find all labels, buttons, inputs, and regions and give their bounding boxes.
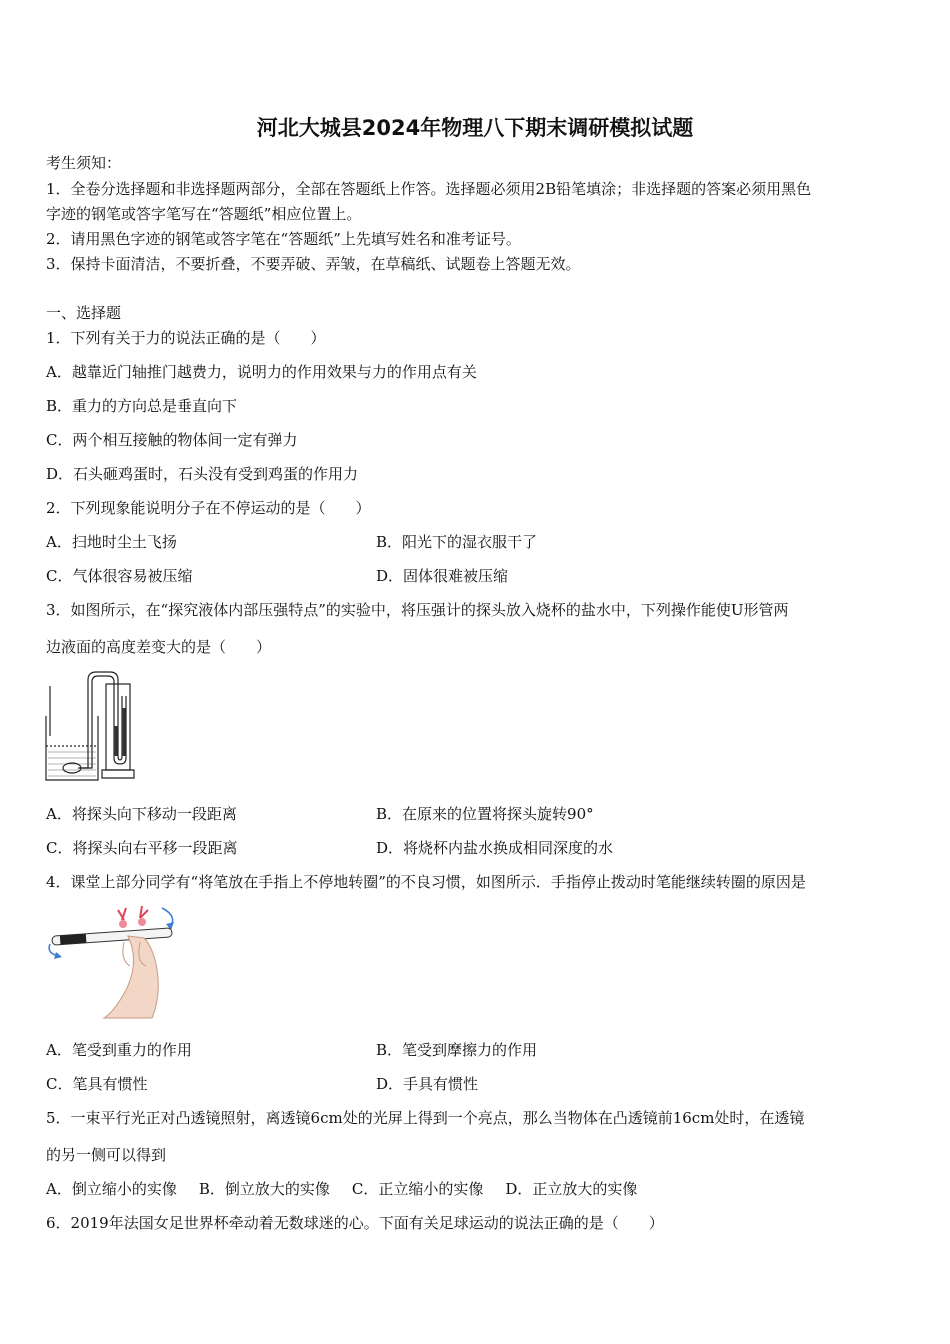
notice-item: 字迹的钢笔或答字笔写在“答题纸”相应位置上。 xyxy=(46,205,362,223)
notice-item: 2．请用黑色字迹的钢笔或答字笔在“答题纸”上先填写姓名和准考证号。 xyxy=(46,230,521,248)
notice-heading: 考生须知： xyxy=(46,154,122,172)
q1-option-d: D．石头砸鸡蛋时，石头没有受到鸡蛋的作用力 xyxy=(46,465,359,483)
q5-option-b: B．倒立放大的实像 xyxy=(198,1180,330,1198)
section-heading: 一、选择题 xyxy=(46,304,122,322)
q1-stem: 1．下列有关于力的说法正确的是（ ） xyxy=(46,329,326,347)
q5-options xyxy=(46,1178,659,1199)
q2-option-d: D．固体很难被压缩 xyxy=(376,567,509,585)
q1-option-a: A．越靠近门轴推门越费力，说明力的作用效果与力的作用点有关 xyxy=(46,363,477,381)
q5-option-a: A．倒立缩小的实像 xyxy=(46,1180,177,1198)
q6-stem: 6．2019年法国女足世界杯牵动着无数球迷的心。下面有关足球运动的说法正确的是（ ） xyxy=(46,1214,664,1232)
page-title: 河北大城县2024年物理八下期末调研模拟试题 xyxy=(256,116,694,140)
q5-stem-line2: 的另一侧可以得到 xyxy=(46,1146,167,1164)
pressure-gauge-figure xyxy=(42,666,138,786)
q2-stem: 2．下列现象能说明分子在不停运动的是（ ） xyxy=(46,499,371,517)
notice-item: 1．全卷分选择题和非选择题两部分，全部在答题纸上作答。选择题必须用2B铅笔填涂；非选择题的答案必须用黑色 xyxy=(46,180,812,198)
q5-stem-line1: 5．一束平行光正对凸透镜照射，离透镜6cm处的光屏上得到一个亮点，那么当物体在凸透镜前16cm处时，在透镜 xyxy=(46,1109,805,1127)
q1-option-c: C．两个相互接触的物体间一定有弹力 xyxy=(46,431,298,449)
q2-option-c: C．气体很容易被压缩 xyxy=(46,567,193,585)
q4-option-a: A．笔受到重力的作用 xyxy=(46,1041,192,1059)
q4-option-c: C．笔具有惯性 xyxy=(46,1075,148,1093)
q2-option-b: B．阳光下的湿衣服干了 xyxy=(376,533,538,551)
q3-stem-line2: 边液面的高度差变大的是（ ） xyxy=(46,638,272,656)
q3-option-c: C．将探头向右平移一段距离 xyxy=(46,839,238,857)
q4-option-b: B．笔受到摩擦力的作用 xyxy=(376,1041,538,1059)
q1-option-b: B．重力的方向总是垂直向下 xyxy=(46,397,238,415)
q3-option-d: D．将烧杯内盐水换成相同深度的水 xyxy=(376,839,614,857)
q3-stem-line1: 3．如图所示，在“探究液体内部压强特点”的实验中，将压强计的探头放入烧杯的盐水中，下列操作能使U形管两 xyxy=(46,601,789,619)
q4-stem: 4．课堂上部分同学有“将笔放在手指上不停地转圈”的不良习惯，如图所示．手指停止拨动时笔能继续转圈的原因是 xyxy=(46,873,806,891)
q3-option-a: A．将探头向下移动一段距离 xyxy=(46,805,237,823)
q2-option-a: A．扫地时尘土飞扬 xyxy=(46,533,177,551)
q4-option-d: D．手具有惯性 xyxy=(376,1075,479,1093)
pen-spinning-figure xyxy=(44,902,180,1022)
q5-option-d: D．正立放大的实像 xyxy=(505,1180,638,1198)
q3-option-b: B．在原来的位置将探头旋转90° xyxy=(376,805,594,823)
q5-option-c: C．正立缩小的实像 xyxy=(351,1180,484,1198)
notice-item: 3．保持卡面清洁，不要折叠，不要弄破、弄皱，在草稿纸、试题卷上答题无效。 xyxy=(46,255,581,273)
